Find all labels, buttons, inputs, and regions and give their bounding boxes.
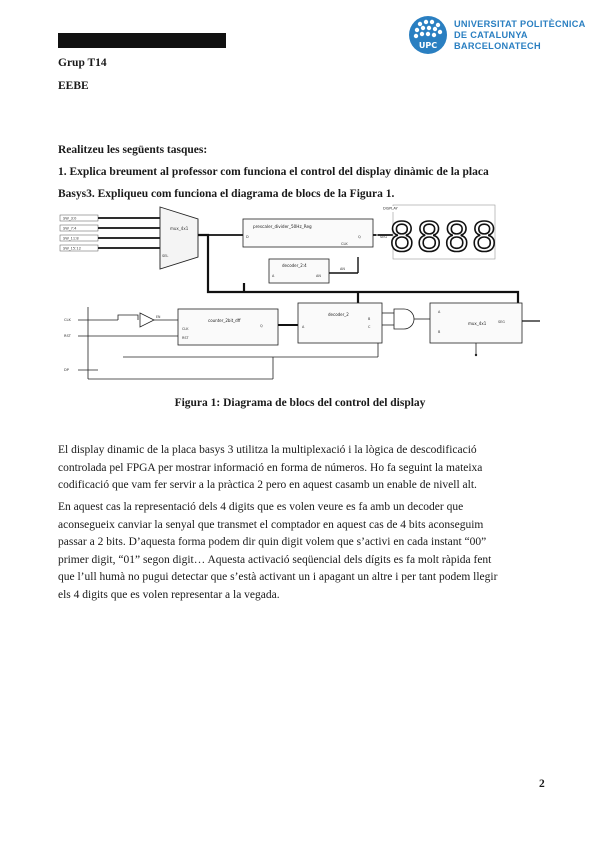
mux-shape [160, 207, 198, 269]
rst-input-label: RST [64, 334, 71, 338]
paragraph-2-line-1: En aquest cas la representació dels 4 digits que es volen veure es fa amb un decoder que [58, 501, 464, 513]
input-sw-2: SW_11:8 [63, 236, 79, 241]
block-diagram [58, 197, 542, 381]
upc-logo [408, 15, 588, 57]
upc-emblem-icon [408, 15, 448, 55]
dp-input-label: DP [64, 368, 69, 372]
output-mux-a-pin: A [438, 310, 441, 314]
task-line-2: Basys3. Expliqueu com funciona el diagrama de blocs de la Figura 1. [58, 188, 395, 200]
university-name [454, 19, 586, 52]
seven-segment-display [373, 205, 499, 261]
clk-input-label: CLK [64, 318, 71, 322]
counter-clk-pin: CLK [182, 327, 189, 331]
group-label: Grup T14 [58, 57, 107, 69]
display-digits: 8888 [389, 215, 499, 261]
decoder-mid-label: decoder_2 [328, 312, 349, 317]
an-out-label: AN [340, 267, 345, 271]
divider-d-pin: D [246, 235, 249, 239]
and-gate [394, 309, 414, 329]
decoder-mid-b-pin: B [368, 317, 371, 321]
decoder-top-label: decoder_2:4 [282, 263, 307, 268]
divider-label: prescaler_divider_50Hz_Reg [253, 224, 312, 229]
paragraph-2-line-5: que l’ull humà no pugui detectar que s’està activant un i apagant un altre i per tant podem llegir [58, 571, 498, 584]
paragraph-2-line-3: passar a 2 bits. D’aquesta forma podem dir quin digit volem que s’activi en cada instant “00” [58, 536, 487, 549]
input-sw-0: SW_3:0 [63, 216, 77, 221]
output-mux-label: mux_4x1 [468, 321, 487, 326]
paragraph-1-line-1: El display dinamic de la placa basys 3 utilitza la multiplexació i la lògica de descodificació [58, 444, 477, 456]
mux-sel-pin: SEL [162, 254, 169, 258]
paragraph-1-line-3: codificació que vam fer servir a la pràctica 2 pero en aquest casamb un enable de nivell alt. [58, 479, 477, 492]
input-labels [60, 215, 98, 251]
page-number: 2 [539, 778, 545, 790]
paragraph-2 [58, 499, 558, 605]
output-mux-seg-pin: SEG [498, 320, 505, 324]
mux-label: mux_4x1 [170, 226, 189, 231]
decoder-top-an-pin: AN [316, 274, 321, 278]
upc-badge-text: UPC [418, 41, 438, 50]
paragraph-2-line-6: els 4 digits que es volen representar a la vegada. [58, 588, 280, 601]
divider-q-pin: Q [358, 235, 361, 239]
decoder-top-a-pin: A [272, 274, 275, 278]
counter-q-pin: Q [260, 324, 263, 328]
output-mux-b-pin: B [438, 330, 441, 334]
figure-caption: Figura 1: Diagrama de blocs del control del display [174, 397, 426, 409]
input-sw-3: SW_15:12 [63, 246, 81, 251]
input-sw-1: SW_7:4 [63, 226, 77, 231]
paragraph-1-line-2: controlada pel FPGA per mostrar informació en forma de números. Ho fa seguint la mateixa [58, 461, 483, 474]
redacted-name [58, 33, 226, 48]
paragraph-1 [58, 442, 558, 495]
decoder-mid-c-pin: C [368, 325, 371, 329]
task-heading: Realitzeu les següents tasques: [58, 144, 208, 156]
university-line-1: UNIVERSITAT POLITÈCNICA [454, 19, 586, 29]
en-pin-label: EN [156, 315, 161, 319]
paragraph-2-line-2: aconsegueix canviar la senyal que transmet el comptador en aquest cas de 4 bits aconseguim [58, 518, 484, 531]
counter-label: counter_2bit_dff [208, 318, 241, 323]
task-intro [58, 139, 558, 205]
decoder-mid-a-pin: A [302, 325, 305, 329]
display-label: DISPLAY [383, 206, 398, 211]
university-line-3: BARCELONATECH [454, 41, 541, 51]
task-line-1: 1. Explica breument al professor com funciona el control del display dinàmic de la placa [58, 166, 489, 178]
divider-clk-label: CLK [341, 242, 348, 246]
school-label: EEBE [58, 80, 89, 92]
paragraph-2-line-4: primer digit, “01” segon digit… Aquesta activació seqüencial dels dígits es fa molt ràpida fent [58, 553, 492, 566]
counter-rst-pin: RST [182, 336, 189, 340]
university-line-2: DE CATALUNYA [454, 30, 528, 40]
counter-block [178, 309, 278, 345]
decoder-mid-block [298, 303, 382, 343]
seg-label: SEG [380, 235, 388, 239]
